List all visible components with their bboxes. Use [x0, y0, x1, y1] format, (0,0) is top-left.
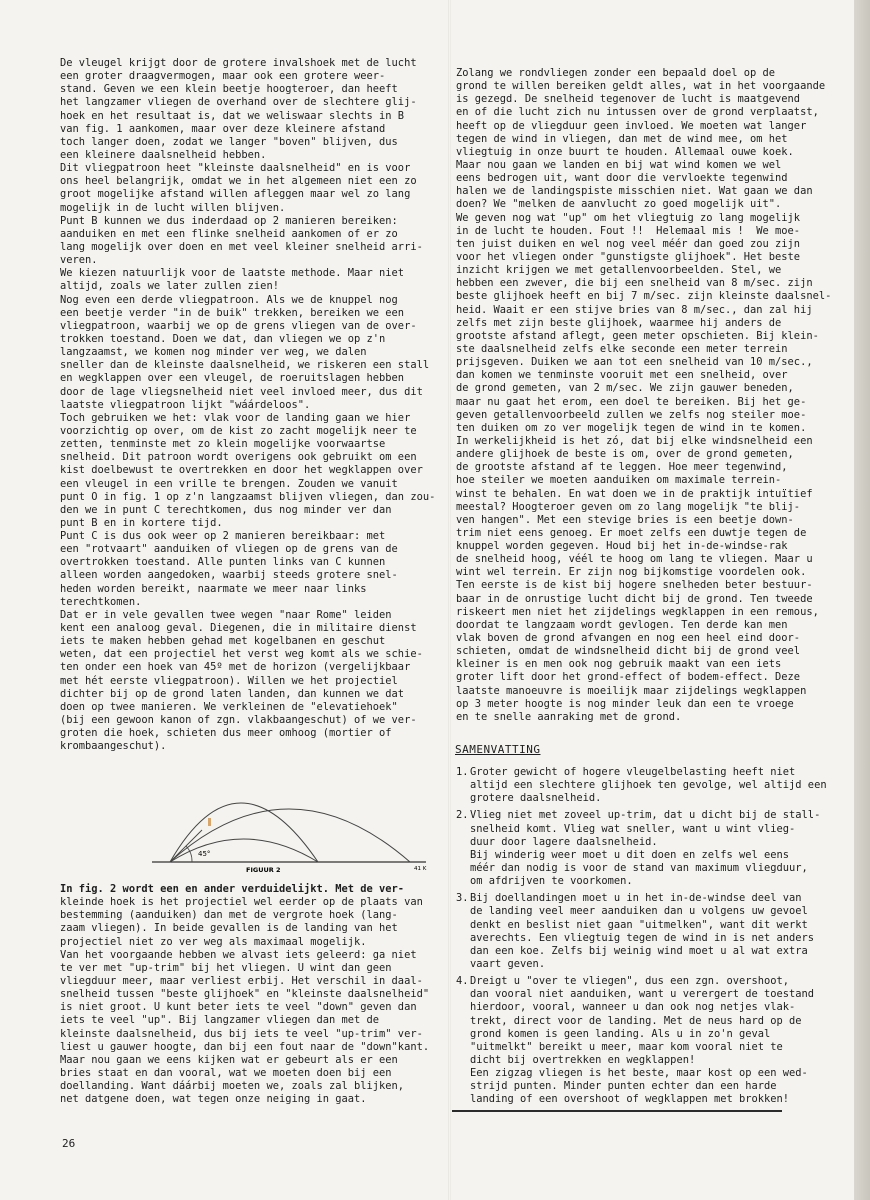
text-line: heeft op de vliegduur geen invloed. We moeten wat langer — [456, 119, 807, 132]
summary-item-line: "uitmelkt" bereikt u meer, maar kom vooral niet te — [470, 1040, 783, 1053]
text-line: kleinde hoek is het projectiel wel eerder op de plaats van — [60, 896, 423, 909]
figure-2-trajectory-diagram — [148, 766, 430, 874]
text-line: liest u gauwer hoogte, dan bij een fout naar de "down"kant. — [60, 1040, 430, 1053]
text-line: knuppel worden gegeven. Houd bij het in-de-windse-rak — [456, 540, 788, 553]
summary-item — [456, 892, 846, 971]
left-column-lower-text — [60, 883, 440, 1106]
summary-item-line: méér dan nodig is voor de stand van maximum vliegduur, — [470, 861, 808, 874]
text-line: meestal? Hoogteroer geven om zo lang mogelijk "te blij- — [456, 500, 801, 513]
text-line: Nog even een derde vliegpatroon. Als we de knuppel nog — [60, 293, 398, 306]
text-line: altijd, zoals we later zullen zien! — [60, 280, 279, 293]
text-line: ten duiken om zo ver mogelijk tegen de wind in te komen. — [456, 421, 807, 434]
text-line: inzicht krijgen we met getallenvoorbeelden. Stel, we — [456, 264, 782, 277]
text-line: alleen worden aangedoken, waarbij steeds grotere snel- — [60, 569, 398, 582]
text-line: heden worden bereikt, naarmate we meer naar links — [60, 582, 367, 595]
text-line: tegen de wind in vliegen, dan met de wind mee, om het — [456, 132, 788, 145]
summary-item-line: hierdoor, vooral, wanneer u dan ook nog netjes vlak- — [470, 1001, 796, 1014]
text-line: projectiel niet zo ver weg als maximaal mogelijk. — [60, 935, 367, 948]
text-line: mogelijk in de lucht willen blijven. — [60, 201, 286, 214]
text-line: iets te maken hebben gehad met kogelbanen en geschut — [60, 635, 386, 648]
summary-item-line: trekt, direct voor de landing. Met de neus hard op de — [470, 1014, 802, 1027]
text-line: de snelheid hoog, véél te hoog om lang te vliegen. Maar u — [456, 553, 813, 566]
text-line: kist doelbewust te overtrekken en door het wegklappen over — [60, 464, 423, 477]
text-line: aanduiken en met een flinke snelheid aankomen of er zo — [60, 227, 398, 240]
text-line: door de lage vliegsnelheid niet veel invloed meer, dus dit — [60, 385, 423, 398]
summary-item-line: vaart geven. — [470, 957, 546, 970]
figure-marker-mark — [208, 818, 211, 826]
text-line: een groter draagvermogen, maar ook een grotere weer- — [60, 70, 386, 83]
text-line: hoe steiler we moeten aanduiken om maximale terrein- — [456, 474, 782, 487]
text-line: grond te willen bereiken geldt alles, wat in het voorgaande — [456, 80, 826, 93]
text-line: groot mogelijke afstand willen afleggen maar wel zo lang — [60, 188, 411, 201]
summary-item-line: snelheid komt. Vlieg wat sneller, want u wint vlieg- — [470, 822, 796, 835]
text-line: Maar nou gaan we eens kijken wat er gebeurt als er een — [60, 1053, 398, 1066]
text-line: van fig. 1 aankomen, maar over deze kleinere afstand — [60, 122, 386, 135]
text-line: te ver met "up-trim" bij het vliegen. U wint dan geen — [60, 961, 392, 974]
text-line: een "rotvaart" aanduiken of vliegen op de grens van de — [60, 543, 398, 556]
page-number: 26 — [62, 1137, 76, 1150]
text-line: Toch gebruiken we het: vlak voor de landing gaan we hier — [60, 411, 411, 424]
text-line: Dit vliegpatroon heet "kleinste daalsnelheid" en is voor — [60, 162, 411, 175]
summary-item-line: de landing veel meer aanduiken dan u volgens uw gevoel — [470, 905, 808, 918]
text-line: De vleugel krijgt door de grotere invalshoek met de lucht — [60, 57, 417, 69]
text-line: trim niet eens genoeg. Er moet zelfs een duwtje tegen de — [456, 526, 807, 539]
page-fold — [448, 0, 451, 1200]
summary-item-line: dan een koe. Zelfs bij weinig wind moet u al wat extra — [470, 944, 808, 957]
figure-code: 41 K — [414, 866, 427, 872]
text-line: krombaangeschut). — [60, 740, 167, 753]
text-line: ste daalsnelheid zelfs elke seconde een meter terrein — [456, 342, 788, 355]
left-column-text — [60, 57, 440, 753]
summary-item-line: Groter gewicht of hogere vleugelbelasting heeft niet — [470, 766, 796, 778]
text-line: maar nu gaat het erom, een doel te bereiken. Bij het ge- — [456, 395, 807, 408]
text-line: veren. — [60, 254, 98, 267]
text-line: met hét eerste vliegpatroon). Willen we het projectiel — [60, 674, 398, 687]
text-line: voorzichtig op over, om de kist zo zacht mogelijk neer te — [60, 424, 417, 437]
summary-item-line: dicht bij overtrekken en wegklappen! — [470, 1053, 696, 1066]
text-line: Punt C is dus ook weer op 2 manieren bereikbaar: met — [60, 530, 386, 543]
text-line: langzaamst, we komen nog minder ver weg, we dalen — [60, 346, 367, 359]
text-line: vliegpatroon, waarbij we op de grens vliegen van de over- — [60, 319, 417, 332]
summary-item-line: duur door lagere daalsnelheid. — [470, 835, 658, 848]
summary-item-line: altijd een slechtere glijhoek ten gevolge, wel altijd een — [470, 779, 827, 792]
text-line: Van het voorgaande hebben we alvast iets geleerd: ga niet — [60, 948, 417, 961]
text-line: en of die lucht zich nu intussen over de grond verplaatst, — [456, 106, 819, 119]
text-line: snelheid tussen "beste glijhoek" en "kleinste daalsnelheid" — [60, 988, 430, 1001]
text-line: bries staat en dan vooral, wat we moeten doen bij een — [60, 1066, 392, 1079]
text-line: baar in de onrustige lucht dicht bij de grond. Ten tweede — [456, 592, 813, 605]
text-line: In werkelijkheid is het zó, dat bij elke windsnelheid een — [456, 434, 813, 447]
text-line: We geven nog wat "up" om het vliegtuig zo lang mogelijk — [456, 211, 801, 224]
summary-item-number: 3. — [456, 892, 469, 905]
summary-item-line: dan vooral niet aanduiken, want u verergert de toestand — [470, 988, 815, 1001]
summary-item-line: averechts. Een vliegtuig tegen de wind in is net anders — [470, 931, 815, 944]
text-line: andere glijhoek de beste is om, over de grond gemeten, — [456, 448, 794, 461]
text-line: de grond gemeten, van 2 m/sec. We zijn gauwer beneden, — [456, 382, 794, 395]
text-line: grootste afstand aflegt, geen meter opschieten. Bij klein- — [456, 329, 819, 342]
trajectory-high-arc — [170, 803, 318, 862]
text-line: ten juist duiken en wel nog veel méér dan goed zou zijn — [456, 237, 801, 250]
summary-item-line: strijd punten. Minder punten echter dan een harde — [470, 1080, 777, 1093]
text-line: schieten, omdat de windsnelheid dicht bij de grond veel — [456, 645, 801, 658]
summary-item-line: Vlieg niet met zoveel up-trim, dat u dicht bij de stall- — [470, 809, 821, 822]
text-line: sneller dan de kleinste daalsnelheid, we riskeren een stall — [60, 359, 430, 372]
text-line: punt O in fig. 1 op z'n langzaamst blijven vliegen, dan zou- — [60, 490, 436, 503]
summary-item — [456, 975, 846, 1106]
summary-item-line: om afdrijven te voorkomen. — [470, 875, 633, 888]
text-line: kleinste daalsnelheid, dus bij iets te veel "up-trim" ver- — [60, 1027, 423, 1040]
text-line: Ten eerste is de kist bij hogere snelheden beter bestuur- — [456, 579, 813, 592]
text-line: hebben een zwever, die bij een snelheid van 8 m/sec. zijn — [456, 277, 813, 290]
page-edge-shadow — [854, 0, 870, 1200]
text-line: stand. Geven we een klein beetje hoogteroer, dan heeft — [60, 83, 398, 96]
text-line: hoek en het resultaat is, dat we weliswaar slechts in B — [60, 109, 405, 122]
right-column-text — [456, 67, 846, 724]
text-line: het langzamer vliegen de overhand over de slechtere glij- — [60, 96, 417, 109]
text-line: vliegduur meer, maar verliest erbij. Het verschil in daal- — [60, 974, 423, 987]
summary-item-line: grond komen is geen landing. Als u in zo'n geval — [470, 1027, 771, 1040]
closing-rule — [452, 1110, 782, 1112]
text-line: In fig. 2 wordt een en ander verduidelijkt. Met de ver- — [60, 883, 405, 895]
text-line: overtrokken toestand. Alle punten links van C kunnen — [60, 556, 386, 569]
text-line: prijsgeven. Duiken we aan tot een snelheid van 10 m/sec., — [456, 356, 813, 369]
text-line: toch langer doen, zodat we langer "boven" blijven, dus — [60, 135, 398, 148]
text-line: Dat er in vele gevallen twee wegen "naar Rome" leiden — [60, 608, 392, 621]
text-line: is niet groot. U kunt beter iets te veel "down" geven dan — [60, 1001, 417, 1014]
summary-item-number: 2. — [456, 809, 469, 822]
text-line: groten die hoek, schieten dus meer omhoog (mortier of — [60, 727, 392, 740]
text-line: laatste vliegpatroon lijkt "wáárdeloos". — [60, 398, 311, 411]
summary-item-line: Bij winderig weer moet u dit doen en zelfs wel eens — [470, 848, 790, 861]
text-line: heid. Waait er een stijve bries van 8 m/sec., dan zal hij — [456, 303, 813, 316]
text-line: wint wel terrein. Er zijn nog bijkomstige voordelen ook. — [456, 566, 807, 579]
text-line: geven getallenvoorbeeld zullen we zelfs nog steiler moe- — [456, 408, 807, 421]
text-line: Maar nou gaan we landen en bij wat wind komen we wel — [456, 158, 782, 171]
text-line: zaam vliegen). In beide gevallen is de landing van het — [60, 922, 398, 935]
text-line: net datgene doen, wat tegen onze neiging in gaat. — [60, 1093, 367, 1106]
summary-item-number: 4. — [456, 975, 469, 988]
summary-item — [456, 809, 846, 888]
text-line: punt B en in kortere tijd. — [60, 516, 223, 529]
text-line: is gezegd. De snelheid tegenover de lucht is maatgevend — [456, 93, 801, 106]
text-line: halen we de landingspiste misschien niet. Wat gaan we dan — [456, 185, 813, 198]
text-line: een beetje verder "in de buik" trekken, bereiken we een — [60, 306, 405, 319]
text-line: en wegklappen over een vleugel, de roeruitslagen hebben — [60, 372, 405, 385]
text-line: ven hangen". Met een stevige bries is een beetje down- — [456, 513, 794, 526]
text-line: vlak boven de grond afvangen en nog een heel eind door- — [456, 632, 801, 645]
text-line: zetten, tenminste met zo klein mogelijke voorwaartse — [60, 438, 386, 451]
summary-item-line: Een zigzag vliegen is het beste, maar kost op een wed- — [470, 1067, 808, 1080]
summary-item-line: denkt en beslist niet gaan "uitmelken", want dit werkt — [470, 918, 808, 931]
text-line: en te snelle aanraking met de grond. — [456, 710, 682, 723]
summary-item-line: grotere daalsnelheid. — [470, 792, 602, 805]
text-line: bestemming (aanduiken) dan met de vergrote hoek (lang- — [60, 909, 398, 922]
text-line: op 3 meter hoogte is nog minder leuk dan een te vroege — [456, 697, 794, 710]
text-line: een kleinere daalsnelheid hebben. — [60, 148, 267, 161]
text-line: doen? We "melken de aanvlucht zo goed mogelijk uit". — [456, 198, 782, 211]
text-line: doen op twee manieren. We verkleinen de "elevatiehoek" — [60, 700, 398, 713]
summary-item — [456, 766, 846, 805]
text-line: We kiezen natuurlijk voor de laatste methode. Maar niet — [60, 267, 405, 280]
text-line: weten, dat een projectiel het verst weg komt als we schie- — [60, 648, 423, 661]
text-line: kent een analoog geval. Diegenen, die in militaire dienst — [60, 622, 417, 635]
text-line: vliegtuig in onze buurt te houden. Allemaal ouwe koek. — [456, 145, 794, 158]
text-line: beste glijhoek heeft en bij 7 m/sec. zijn kleinste daalsnel- — [456, 290, 832, 303]
text-line: doellanding. Want dáárbij moeten we, zoals zal blijken, — [60, 1080, 405, 1093]
text-line: in de lucht te houden. Fout !! Helemaal mis ! We moe- — [456, 224, 801, 237]
summary-item-line: landing of een overshoot of wegklappen met brokken! — [470, 1093, 790, 1106]
text-line: terechtkomen. — [60, 595, 142, 608]
text-line: laatste manoeuvre is moeilijk maar zijdelings wegklappen — [456, 684, 807, 697]
text-line: (bij een gewoon kanon of zgn. vlakbaangeschut) of we ver- — [60, 714, 417, 727]
text-line: riskeert men niet het zijdelings wegklappen in een remous, — [456, 605, 819, 618]
summary-heading: SAMENVATTING — [455, 743, 541, 756]
text-line: snelheid. Dit patroon wordt overigens ook gebruikt om een — [60, 451, 417, 464]
figure-caption: FIGUUR 2 — [246, 866, 281, 874]
text-line: lang mogelijk over doen en met veel kleiner snelheid arri- — [60, 240, 423, 253]
summary-item-line: Bij doellandingen moet u in het in-de-windse deel van — [470, 892, 802, 905]
text-line: Punt B kunnen we dus inderdaad op 2 manieren bereiken: — [60, 214, 398, 227]
text-line: doordat te langzaam wordt gevlogen. Ten derde kan men — [456, 618, 788, 631]
text-line: de grootste afstand af te leggen. Hoe meer tegenwind, — [456, 461, 788, 474]
text-line: voor het vliegen onder "gunstigste glijhoek". Het beste — [456, 250, 801, 263]
text-line: een vleugel in een vrille te brengen. Zouden we vanuit — [60, 477, 398, 490]
text-line: groter lift door het grond-effect of bodem-effect. Deze — [456, 671, 801, 684]
figure-angle-label: 45° — [198, 850, 211, 858]
text-line: ten onder een hoek van 45º met de horizon (vergelijkbaar — [60, 661, 411, 674]
text-line: Zolang we rondvliegen zonder een bepaald doel op de — [456, 67, 776, 79]
text-line: trokken toestand. Doen we dat, dan vliegen we op z'n — [60, 332, 386, 345]
text-line: kleiner is en men ook nog gebruik maakt van een iets — [456, 658, 782, 671]
text-line: winst te behalen. En wat doen we in de praktijk intuïtief — [456, 487, 813, 500]
text-line: dan komen we tenminste vooruit met een snelheid, over — [456, 369, 788, 382]
text-line: eens bedrogen uit, want door die vervloekte tegenwind — [456, 172, 788, 185]
text-line: dichter bij op de grond laten landen, dan kunnen we dat — [60, 687, 405, 700]
text-line: ons heel belangrijk, omdat we in het algemeen niet een zo — [60, 175, 417, 188]
text-line: zelfs met zijn beste glijhoek, waarmee hij anders de — [456, 316, 782, 329]
summary-item-number: 1. — [456, 766, 469, 778]
text-line: iets te veel "up". Bij langzamer vliegen dan met de — [60, 1014, 380, 1027]
summary-list — [456, 766, 846, 1111]
text-line: den we in punt C terechtkomen, dus nog minder ver dan — [60, 503, 392, 516]
summary-item-line: Dreigt u "over te vliegen", dus een zgn. overshoot, — [470, 975, 790, 988]
